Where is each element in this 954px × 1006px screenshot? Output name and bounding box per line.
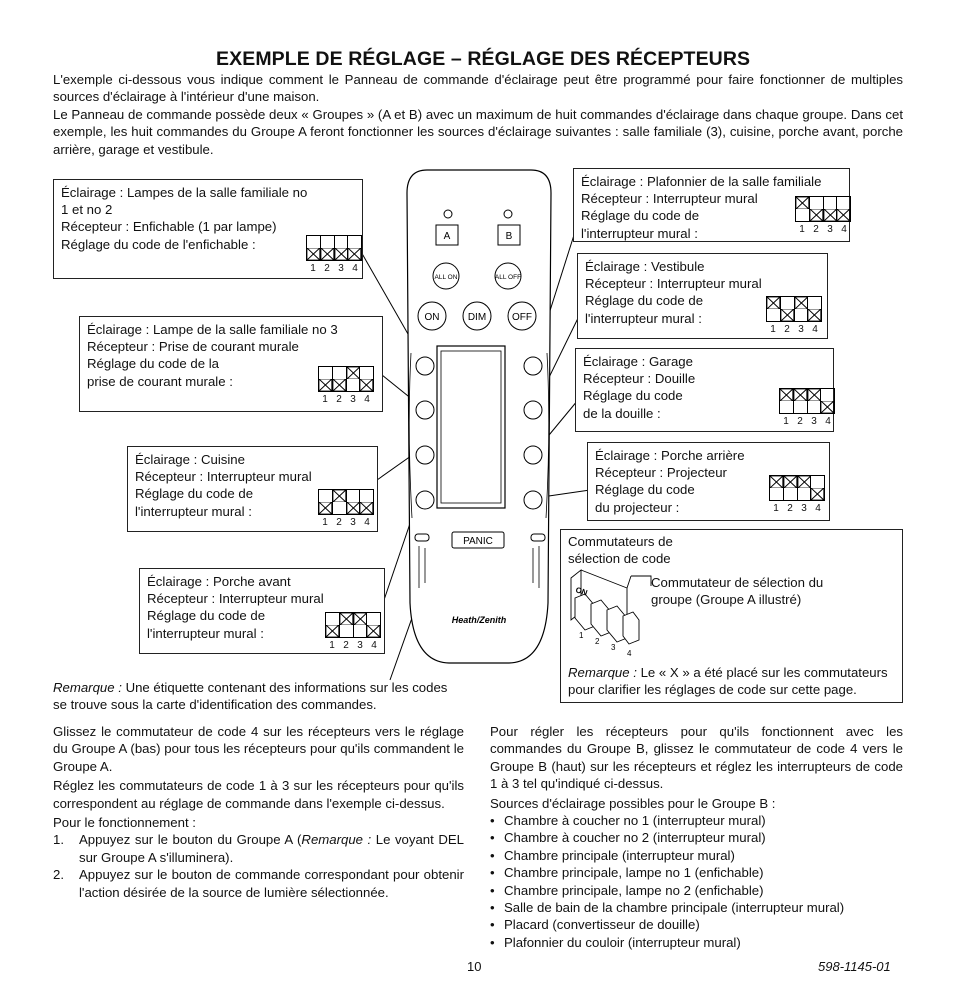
callout-line: Réglage du code de la [87, 356, 219, 372]
list-item: • Chambre à coucher no 1 (interrupteur mural) [490, 813, 766, 829]
side-indicator-icon [415, 534, 429, 541]
dip-switch-cell [333, 490, 347, 514]
dip-switch [306, 235, 362, 274]
dip-switch [325, 612, 381, 651]
switch-x-icon [319, 502, 332, 514]
light-button-right-3 [524, 446, 542, 464]
code-selector-remark-2: pour clarifier les réglages de code sur cette page. [568, 682, 857, 697]
dip-switch-cell [340, 613, 354, 637]
list-item: • Salle de bain de la chambre principale (interrupteur mural) [490, 900, 845, 916]
dip-number: 2 [343, 640, 349, 651]
dip-switch-cell [326, 613, 340, 637]
dip-number: 4 [841, 224, 847, 235]
switch-x-icon [340, 613, 353, 625]
callout-line: Éclairage : Porche arrière [595, 448, 745, 463]
switch-x-icon [354, 613, 367, 625]
dip-switch-cell [780, 389, 794, 413]
remark-label: Remarque : [53, 680, 122, 695]
callout-line: prise de courant murale : [87, 373, 233, 389]
dip-switch-cell [348, 236, 361, 260]
switch-x-icon [360, 502, 373, 514]
switch-x-icon [821, 401, 834, 413]
list-item: • Plafonnier du couloir (interrupteur mural) [490, 934, 741, 950]
paragraph: Sources d'éclairage possibles pour le Groupe B : [490, 795, 776, 811]
callout-line: Récepteur : Interrupteur mural [135, 469, 312, 485]
list-item: • Chambre à coucher no 2 (interrupteur mural) [490, 830, 766, 846]
callout-line: Récepteur : Prise de courant murale [87, 339, 299, 355]
dip-number: 2 [336, 394, 342, 405]
dip-number: 2 [324, 263, 330, 274]
dip-switch-cell [781, 297, 795, 321]
callout-line: Réglage du code de l'enfichable : [61, 236, 256, 252]
dip-switch-cell [796, 197, 810, 221]
callout-line: Éclairage : Porche avant [147, 574, 291, 589]
all-on-label: ALL ON [434, 274, 458, 281]
dip-number: 2 [787, 503, 793, 514]
switch-x-icon [333, 490, 346, 502]
dip-switch-cell [811, 476, 824, 500]
dip-switch-cell [798, 476, 812, 500]
dip-switch-cell [319, 367, 333, 391]
dim-label: DIM [467, 312, 487, 323]
light-button-left-4 [416, 491, 434, 509]
group-b-source-list [490, 812, 903, 951]
callout-line: l'interrupteur mural : [581, 225, 698, 241]
dip-switch [795, 196, 851, 235]
switch-x-icon [348, 248, 361, 260]
remark-text: se trouve sous la carte d'identification des commandes. [53, 697, 377, 713]
callout-line: Éclairage : Lampes de la salle familiale no [61, 185, 308, 200]
group-b-led-icon [504, 210, 512, 218]
paragraph: Réglez les commutateurs de code 1 à 3 sur les récepteurs pour qu'ils correspondent au réglage de commande dans l'exemple ci-dessus. [53, 778, 464, 811]
side-indicator-icon [531, 534, 545, 541]
dip-number: 2 [336, 517, 342, 528]
dip-number: 3 [338, 263, 344, 274]
dip-number: 1 [783, 416, 789, 427]
callout-line: Réglage du code [583, 388, 683, 404]
code-switch-illustration [569, 568, 659, 658]
switch-x-icon [781, 309, 794, 321]
dip-switch-cell [821, 389, 834, 413]
dip-switch-cell [333, 367, 347, 391]
dip-switch-cell [347, 490, 361, 514]
dip-switch [766, 296, 822, 335]
dip-switch [318, 489, 374, 528]
dip-number: 4 [815, 503, 821, 514]
callout-line: 1 et no 2 [61, 202, 113, 218]
dip-switch-cell [808, 389, 822, 413]
switch-x-icon [360, 379, 373, 391]
switch-x-icon [837, 209, 850, 221]
intro-paragraph-2: Le Panneau de commande possède deux « Groupes » (A et B) avec un maximum de huit commandes d'éclairage dans chaque groupe. Dans cet exemple, les huit commandes du Groupe A feront fonctionner les sources d'éclairage suivantes : salle familiale (3), cuisine, porche avant, porche arrière, garage et vestibule. [53, 107, 903, 157]
dip-switch-cell [808, 297, 821, 321]
switch-x-icon [798, 476, 811, 488]
group-selector-title-2: groupe (Groupe A illustré) [651, 592, 802, 607]
dip-number: 4 [371, 640, 377, 651]
light-button-left-2 [416, 401, 434, 419]
light-button-left-1 [416, 357, 434, 375]
switch-x-icon [307, 248, 320, 260]
dip-switch-cell [794, 389, 808, 413]
brand-logo: Heath/Zenith [451, 615, 507, 625]
callout-line: Éclairage : Lampe de la salle familiale no 3 [87, 322, 338, 337]
callout-line: Récepteur : Douille [583, 371, 696, 387]
switch-x-icon [770, 476, 783, 488]
svg-text:1: 1 [579, 631, 584, 640]
dip-number: 3 [357, 640, 363, 651]
dip-switch [779, 388, 835, 427]
remark-label: Remarque : [568, 665, 637, 680]
dip-number: 3 [350, 394, 356, 405]
code-selector-title-2: sélection de code [568, 551, 671, 566]
light-button-right-4 [524, 491, 542, 509]
page-number: 10 [467, 959, 482, 974]
code-selector-remark-1 [568, 664, 888, 681]
dip-number: 3 [350, 517, 356, 528]
remark-text: Le « X » a été placé sur les commutateurs [636, 665, 888, 680]
dip-switch-cell [824, 197, 838, 221]
switch-x-icon [367, 625, 380, 637]
document-number: 598-1145-01 [818, 959, 891, 974]
light-button-right-1 [524, 357, 542, 375]
dip-switch-cell [319, 490, 333, 514]
dip-number: 2 [784, 324, 790, 335]
callout-line: Éclairage : Plafonnier de la salle familiale [581, 174, 822, 189]
light-button-left-3 [416, 446, 434, 464]
instructions-left-column [53, 723, 464, 901]
switch-x-icon [767, 297, 780, 309]
panic-label: PANIC [463, 536, 493, 547]
callout-line: l'interrupteur mural : [135, 503, 252, 519]
switch-x-icon [824, 209, 837, 221]
dip-switch-cell [360, 490, 373, 514]
dip-switch-cell [795, 297, 809, 321]
light-button-right-2 [524, 401, 542, 419]
switch-x-icon [333, 379, 346, 391]
switch-x-icon [326, 625, 339, 637]
paragraph: Pour le fonctionnement : [53, 815, 196, 831]
dip-switch-cell [321, 236, 335, 260]
switch-x-icon [811, 488, 824, 500]
callout-line: Éclairage : Garage [583, 354, 693, 369]
code-switch-4-icon [623, 612, 639, 644]
on-marker: ON [574, 585, 589, 598]
id-card-window [437, 346, 505, 508]
dip-number: 1 [310, 263, 316, 274]
dip-switch-cell [367, 613, 380, 637]
dip-number: 1 [329, 640, 335, 651]
group-selector-title-1: Commutateur de sélection du [651, 575, 824, 590]
paragraph: Glissez le commutateur de code 4 sur les récepteurs vers le réglage du Groupe A (bas) pour tous les récepteurs pour qu'ils commandent le Groupe A. [53, 724, 464, 774]
dip-switch-cell [354, 613, 368, 637]
svg-text:2: 2 [595, 637, 600, 646]
dip-number: 4 [812, 324, 818, 335]
dip-switch-cell [784, 476, 798, 500]
dip-number: 2 [797, 416, 803, 427]
callout-line: l'interrupteur mural : [585, 310, 702, 326]
remote-control [405, 168, 555, 668]
dip-switch-cell [360, 367, 373, 391]
remark-text: Une étiquette contenant des informations sur les codes [121, 680, 448, 695]
intro-paragraph-1: L'exemple ci-dessous vous indique comment le Panneau de commande d'éclairage peut être programmé pour faire fonctionner de multiples sources d'éclairage à l'intérieur d'une maison. [53, 72, 903, 105]
paragraph: Pour régler les récepteurs pour qu'ils fonctionnent avec les commandes du Groupe B, glissez le commutateur de code 4 vers le Groupe B (haut) sur les récepteurs et réglez les interrupteurs de code 1 à 3 tel qu'indiqué ci-dessus. [490, 724, 903, 792]
switch-x-icon [795, 297, 808, 309]
switch-x-icon [810, 209, 823, 221]
list-item: • Chambre principale (interrupteur mural) [490, 847, 735, 863]
switch-x-icon [335, 248, 348, 260]
list-item: • Placard (convertisseur de douille) [490, 917, 700, 933]
group-a-label: A [443, 231, 451, 242]
dip-switch-cell [307, 236, 321, 260]
callout-line: Réglage du code [595, 482, 695, 498]
switch-x-icon [808, 309, 821, 321]
all-off-label: ALL OFF [494, 274, 522, 281]
group-b-label: B [505, 231, 513, 242]
dip-number: 4 [352, 263, 358, 274]
switch-x-icon [319, 379, 332, 391]
callout-line: Récepteur : Interrupteur mural [581, 191, 758, 207]
dip-number: 3 [798, 324, 804, 335]
callout-line: du projecteur : [595, 499, 680, 515]
switch-x-icon [347, 502, 360, 514]
callout-line: de la douille : [583, 405, 661, 421]
step-1: 1. Appuyez sur le bouton du Groupe A (Remarque : Le voyant DEL sur Groupe A s'illuminera). [53, 832, 465, 865]
switch-x-icon [796, 197, 809, 209]
remark-left [53, 679, 447, 714]
switch-x-icon [808, 389, 821, 401]
switch-x-icon [794, 389, 807, 401]
dip-switch [318, 366, 374, 405]
callout-line: Réglage du code de [147, 608, 266, 624]
step-2: 2. Appuyez sur le bouton de commande correspondant pour obtenir l'action désirée de la source de lumière sélectionnée. [53, 867, 464, 900]
off-label: OFF [512, 312, 532, 323]
dip-number: 3 [827, 224, 833, 235]
callout-line: Éclairage : Vestibule [585, 259, 705, 274]
list-item: • Chambre principale, lampe no 2 (enfichable) [490, 882, 764, 898]
callout-line: Récepteur : Enfichable (1 par lampe) [61, 219, 277, 235]
dip-switch-cell [810, 197, 824, 221]
list-item: • Chambre principale, lampe no 1 (enfichable) [490, 865, 764, 881]
callout-line: Éclairage : Cuisine [135, 452, 245, 467]
page-title: EXEMPLE DE RÉGLAGE – RÉGLAGE DES RÉCEPTEURS [216, 48, 751, 70]
switch-x-icon [780, 389, 793, 401]
dip-switch-cell [770, 476, 784, 500]
dip-number: 4 [364, 394, 370, 405]
dip-number: 4 [825, 416, 831, 427]
callout-line: l'interrupteur mural : [147, 625, 264, 641]
dip-number: 3 [801, 503, 807, 514]
svg-text:4: 4 [627, 649, 632, 658]
dip-switch [769, 475, 825, 514]
switch-x-icon [347, 367, 360, 379]
dip-number: 3 [811, 416, 817, 427]
callout-line: Récepteur : Interrupteur mural [585, 276, 762, 292]
dip-switch-cell [347, 367, 361, 391]
dip-number: 2 [813, 224, 819, 235]
dip-switch-cell [335, 236, 349, 260]
svg-text:3: 3 [611, 643, 616, 652]
code-selector-title-1: Commutateurs de [568, 534, 673, 549]
callout-line: Réglage du code de [135, 486, 254, 502]
callout-line: Réglage du code de [585, 293, 704, 309]
dip-number: 1 [322, 394, 328, 405]
dip-number: 1 [773, 503, 779, 514]
group-a-led-icon [444, 210, 452, 218]
switch-x-icon [321, 248, 334, 260]
callout-line: Récepteur : Projecteur [595, 465, 727, 481]
dip-number: 4 [364, 517, 370, 528]
on-label: ON [424, 312, 440, 323]
dip-number: 1 [799, 224, 805, 235]
dip-switch-cell [837, 197, 850, 221]
callout-line: Récepteur : Interrupteur mural [147, 591, 324, 607]
switch-x-icon [784, 476, 797, 488]
callout-line: Réglage du code de [581, 208, 700, 224]
dip-number: 1 [770, 324, 776, 335]
instructions-right-column [490, 723, 903, 951]
dip-number: 1 [322, 517, 328, 528]
dip-switch-cell [767, 297, 781, 321]
code-selector-panel [560, 529, 903, 703]
